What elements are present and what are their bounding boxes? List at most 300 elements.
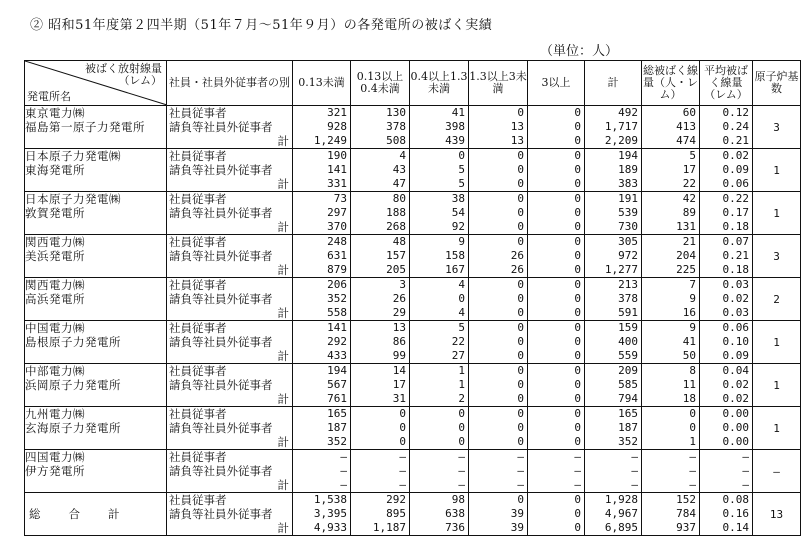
table-value: 194 — [327, 364, 347, 377]
table-value: 0 — [574, 278, 581, 291]
table-value: 0.21 — [722, 134, 749, 147]
table-value: 187 — [618, 421, 638, 434]
value-cell-sum — [642, 493, 700, 536]
table-value: 0.04 — [722, 364, 749, 377]
category-label: 社員従事者 — [169, 493, 227, 507]
table-value: 0.06 — [722, 177, 749, 190]
value-cell-b4 — [469, 364, 528, 407]
category-label: 計 — [277, 349, 289, 363]
table-value: 0 — [574, 392, 581, 405]
category-cell — [167, 493, 293, 536]
table-value: 5 — [458, 163, 465, 176]
table-value: 42 — [682, 192, 696, 205]
table-value: 0.18 — [722, 220, 749, 233]
table-value: 41 — [682, 335, 696, 348]
table-value: 0.06 — [722, 321, 749, 334]
value-cell-total — [585, 321, 642, 364]
table-value: 4 — [458, 306, 465, 319]
table-value: — — [742, 464, 749, 477]
reactor-count-cell: 1 — [753, 364, 801, 407]
table-value: 92 — [451, 220, 465, 233]
table-value: 1,187 — [372, 521, 406, 534]
table-value: 225 — [676, 263, 696, 276]
table-value: 0 — [574, 493, 581, 506]
category-label: 請負等社員外従事者 — [169, 507, 273, 521]
table-value: 0 — [574, 206, 581, 219]
table-value: 0 — [517, 220, 524, 233]
table-value: 0 — [574, 507, 581, 520]
table-value: 39 — [510, 521, 524, 534]
category-label: 計 — [277, 478, 289, 492]
value-cell-total — [585, 364, 642, 407]
table-value: 1,928 — [604, 493, 638, 506]
table-value: — — [340, 478, 347, 491]
table-value: 0.24 — [722, 120, 749, 133]
table-value: 0.02 — [722, 149, 749, 162]
table-value: 5 — [458, 321, 465, 334]
table-value: 99 — [392, 349, 406, 362]
table-value: 0 — [458, 435, 465, 448]
station-name-line: 関西電力㈱ — [25, 235, 85, 249]
value-cell-avg — [700, 321, 753, 364]
table-value: 48 — [392, 235, 406, 248]
table-value: 439 — [445, 134, 465, 147]
table-value: 937 — [676, 521, 696, 534]
table-value: — — [631, 478, 638, 491]
table-value: 0 — [574, 521, 581, 534]
table-value: 567 — [327, 378, 347, 391]
value-cell-b3 — [410, 278, 469, 321]
table-value: 0.17 — [722, 206, 749, 219]
value-cell-b1 — [293, 149, 351, 192]
category-cell — [167, 407, 293, 450]
table-row — [25, 450, 801, 493]
value-cell-b2 — [351, 493, 410, 536]
value-cell-b1 — [293, 192, 351, 235]
table-value: 0 — [689, 407, 696, 420]
table-value: 0 — [574, 421, 581, 434]
table-value: 17 — [392, 378, 406, 391]
value-cell-b1 — [293, 493, 351, 536]
table-value: 165 — [618, 407, 638, 420]
table-value: 0 — [574, 378, 581, 391]
value-cell-b5 — [528, 235, 585, 278]
station-name-cell — [25, 192, 167, 235]
table-value: 0 — [574, 120, 581, 133]
value-cell-b3 — [410, 321, 469, 364]
table-value: 141 — [327, 163, 347, 176]
value-cell-b2 — [351, 407, 410, 450]
value-cell-avg — [700, 450, 753, 493]
table-value: 0 — [458, 421, 465, 434]
category-cell — [167, 192, 293, 235]
value-cell-b4 — [469, 493, 528, 536]
table-value: 0 — [517, 292, 524, 305]
value-cell-b2 — [351, 235, 410, 278]
table-value: — — [689, 464, 696, 477]
table-value: 0 — [689, 421, 696, 434]
table-value: 159 — [618, 321, 638, 334]
table-value: 0 — [517, 278, 524, 291]
value-cell-b3 — [410, 149, 469, 192]
table-value: 27 — [451, 349, 465, 362]
table-value: 638 — [445, 507, 465, 520]
value-cell-b1 — [293, 364, 351, 407]
table-value: 0 — [574, 134, 581, 147]
category-cell — [167, 278, 293, 321]
station-name-line: 伊方発電所 — [25, 464, 85, 478]
table-value: 206 — [327, 278, 347, 291]
table-value: 0 — [574, 163, 581, 176]
unit-label: （単位：人） — [540, 44, 619, 59]
table-value: 190 — [327, 149, 347, 162]
reactor-count-cell: 1 — [753, 192, 801, 235]
value-cell-b1 — [293, 450, 351, 493]
value-cell-sum — [642, 450, 700, 493]
category-label: 社員従事者 — [169, 106, 227, 120]
table-value: 4 — [458, 278, 465, 291]
table-value: 928 — [327, 120, 347, 133]
station-name-cell — [25, 106, 167, 149]
value-cell-b3 — [410, 407, 469, 450]
table-value: 0 — [399, 407, 406, 420]
category-label: 請負等社員外従事者 — [169, 335, 273, 349]
table-value: 730 — [618, 220, 638, 233]
table-value: 4 — [399, 149, 406, 162]
category-cell — [167, 364, 293, 407]
value-cell-sum — [642, 321, 700, 364]
table-value: 0 — [458, 149, 465, 162]
table-value: 631 — [327, 249, 347, 262]
value-cell-sum — [642, 106, 700, 149]
header-total-dose: 総被ばく線量（人・レム） — [642, 61, 700, 106]
table-value: 6,895 — [604, 521, 638, 534]
table-value: 38 — [451, 192, 465, 205]
category-label: 計 — [277, 134, 289, 148]
table-value: 0 — [517, 163, 524, 176]
value-cell-b2 — [351, 192, 410, 235]
value-cell-avg — [700, 192, 753, 235]
table-value: 0 — [517, 392, 524, 405]
table-row — [25, 321, 801, 364]
table-value: — — [742, 450, 749, 463]
value-cell-b4 — [469, 235, 528, 278]
value-cell-b3 — [410, 106, 469, 149]
value-cell-avg — [700, 364, 753, 407]
table-value: 0.22 — [722, 192, 749, 205]
station-name-line: 中国電力㈱ — [25, 321, 85, 335]
table-value: 331 — [327, 177, 347, 190]
table-value: 98 — [451, 493, 465, 506]
category-cell — [167, 106, 293, 149]
table-value: 0 — [574, 177, 581, 190]
table-value: 152 — [676, 493, 696, 506]
table-value: 0 — [574, 321, 581, 334]
table-value: 41 — [451, 106, 465, 119]
station-name-line: 敦賀発電所 — [25, 206, 85, 220]
header-bin-3: 0.4以上1.3未満 — [410, 61, 469, 106]
value-cell-sum — [642, 192, 700, 235]
category-label: 請負等社員外従事者 — [169, 120, 273, 134]
value-cell-b1 — [293, 407, 351, 450]
category-cell — [167, 235, 293, 278]
table-value: 305 — [618, 235, 638, 248]
document-title: ② 昭和51年度第２四半期（51年７月～51年９月）の各発電所の被ばく実績 — [30, 18, 493, 33]
value-cell-b3 — [410, 493, 469, 536]
category-label: 請負等社員外従事者 — [169, 163, 273, 177]
table-value: — — [574, 478, 581, 491]
reactor-count-cell: — — [753, 450, 801, 493]
table-value: 0 — [517, 378, 524, 391]
station-name-line: 島根原子力発電所 — [25, 335, 121, 349]
table-value: — — [458, 450, 465, 463]
table-value: 0.09 — [722, 163, 749, 176]
table-value: 0.12 — [722, 106, 749, 119]
table-row — [25, 407, 801, 450]
header-row — [25, 61, 801, 106]
table-value: 0 — [517, 493, 524, 506]
table-value: 0.09 — [722, 349, 749, 362]
table-value: — — [340, 464, 347, 477]
table-value: 0 — [399, 421, 406, 434]
table-value: 0.02 — [722, 378, 749, 391]
category-label: 計 — [277, 521, 289, 535]
table-row — [25, 493, 801, 536]
value-cell-b5 — [528, 192, 585, 235]
table-value: 0 — [574, 106, 581, 119]
station-name-line: 日本原子力発電㈱ — [25, 192, 121, 206]
table-value: 474 — [676, 134, 696, 147]
station-name-line: 九州電力㈱ — [25, 407, 85, 421]
table-value: 0.21 — [722, 249, 749, 262]
table-value: 5 — [458, 177, 465, 190]
value-cell-b2 — [351, 106, 410, 149]
station-name-line: 玄海原子力発電所 — [25, 421, 121, 435]
table-value: 0 — [458, 407, 465, 420]
table-value: 8 — [689, 364, 696, 377]
table-value: 0 — [517, 349, 524, 362]
category-label: 計 — [277, 435, 289, 449]
header-category: 社員・社員外従事者の別 — [167, 61, 293, 106]
table-value: 130 — [386, 106, 406, 119]
table-value: 0 — [574, 435, 581, 448]
table-value: 0 — [574, 364, 581, 377]
station-name-line: 中部電力㈱ — [25, 364, 85, 378]
table-value: 0.02 — [722, 292, 749, 305]
table-value: 895 — [386, 507, 406, 520]
value-cell-total — [585, 493, 642, 536]
reactor-count-cell: 1 — [753, 149, 801, 192]
table-value: 297 — [327, 206, 347, 219]
table-value: 0 — [517, 206, 524, 219]
table-value: 13 — [510, 120, 524, 133]
table-value: 761 — [327, 392, 347, 405]
table-value: 1 — [458, 378, 465, 391]
table-value: 0.00 — [722, 407, 749, 420]
table-value: 0 — [574, 306, 581, 319]
table-value: 7 — [689, 278, 696, 291]
table-value: 794 — [618, 392, 638, 405]
table-value: — — [631, 464, 638, 477]
table-value: — — [458, 464, 465, 477]
header-bin-2: 0.13以上0.4未満 — [351, 61, 410, 106]
table-value: — — [574, 464, 581, 477]
table-value: 209 — [618, 364, 638, 377]
table-value: 9 — [689, 321, 696, 334]
value-cell-b1 — [293, 106, 351, 149]
table-value: 370 — [327, 220, 347, 233]
table-value: 558 — [327, 306, 347, 319]
table-value: 3,395 — [313, 507, 347, 520]
table-value: 213 — [618, 278, 638, 291]
value-cell-b3 — [410, 235, 469, 278]
table-value: 17 — [682, 163, 696, 176]
table-value: 292 — [386, 493, 406, 506]
table-value: 0.16 — [722, 507, 749, 520]
value-cell-b5 — [528, 321, 585, 364]
table-value: 433 — [327, 349, 347, 362]
value-cell-sum — [642, 364, 700, 407]
table-value: 413 — [676, 120, 696, 133]
table-value: 492 — [618, 106, 638, 119]
value-cell-b2 — [351, 364, 410, 407]
category-label: 計 — [277, 306, 289, 320]
station-name-line: 福島第一原子力発電所 — [25, 120, 145, 134]
table-value: 1,717 — [604, 120, 638, 133]
table-value: 54 — [451, 206, 465, 219]
station-name-cell — [25, 321, 167, 364]
table-value: 204 — [676, 249, 696, 262]
table-value: 0.08 — [722, 493, 749, 506]
table-value: 4,933 — [313, 521, 347, 534]
table-value: 0 — [574, 192, 581, 205]
table-value: 43 — [392, 163, 406, 176]
station-name-line: 浜岡原子力発電所 — [25, 378, 121, 392]
table-value: 4,967 — [604, 507, 638, 520]
table-value: 0 — [574, 220, 581, 233]
table-value: 47 — [392, 177, 406, 190]
table-value: 0.14 — [722, 521, 749, 534]
category-cell — [167, 149, 293, 192]
table-value: 378 — [386, 120, 406, 133]
category-label: 計 — [277, 177, 289, 191]
table-value: — — [631, 450, 638, 463]
table-value: 0.03 — [722, 306, 749, 319]
station-name-cell — [25, 149, 167, 192]
table-value: 9 — [458, 235, 465, 248]
table-value: 591 — [618, 306, 638, 319]
table-value: 189 — [618, 163, 638, 176]
table-value: 0 — [517, 364, 524, 377]
table-value: — — [399, 478, 406, 491]
table-value: 321 — [327, 106, 347, 119]
table-value: 0 — [517, 149, 524, 162]
value-cell-b4 — [469, 407, 528, 450]
station-name-cell — [25, 493, 167, 536]
table-value: 50 — [682, 349, 696, 362]
station-name-line: 東海発電所 — [25, 163, 85, 177]
value-cell-avg — [700, 278, 753, 321]
category-label: 請負等社員外従事者 — [169, 206, 273, 220]
value-cell-b5 — [528, 149, 585, 192]
value-cell-sum — [642, 235, 700, 278]
table-value: 16 — [682, 306, 696, 319]
table-value: 165 — [327, 407, 347, 420]
table-value: 1 — [458, 364, 465, 377]
table-value: 0 — [517, 321, 524, 334]
table-value: 0 — [574, 235, 581, 248]
table-value: 26 — [392, 292, 406, 305]
station-name-line: 関西電力㈱ — [25, 278, 85, 292]
table-value: 0 — [517, 421, 524, 434]
reactor-count-cell: 3 — [753, 106, 801, 149]
table-value: 736 — [445, 521, 465, 534]
table-value: 1 — [689, 435, 696, 448]
category-label: 社員従事者 — [169, 278, 227, 292]
table-value: 31 — [392, 392, 406, 405]
table-value: 191 — [618, 192, 638, 205]
table-value: 508 — [386, 134, 406, 147]
table-value: 157 — [386, 249, 406, 262]
value-cell-avg — [700, 493, 753, 536]
table-value: 18 — [682, 392, 696, 405]
table-value: 0 — [574, 335, 581, 348]
table-value: 13 — [510, 134, 524, 147]
table-value: 352 — [327, 292, 347, 305]
table-value: 22 — [451, 335, 465, 348]
value-cell-avg — [700, 407, 753, 450]
value-cell-b3 — [410, 450, 469, 493]
value-cell-b5 — [528, 364, 585, 407]
table-value: 268 — [386, 220, 406, 233]
table-value: 292 — [327, 335, 347, 348]
category-label: 社員従事者 — [169, 149, 227, 163]
table-value: 0 — [574, 407, 581, 420]
table-value: 9 — [689, 292, 696, 305]
reactor-count-cell: 2 — [753, 278, 801, 321]
value-cell-b5 — [528, 407, 585, 450]
station-name-cell — [25, 278, 167, 321]
category-label: 社員従事者 — [169, 364, 227, 378]
header-station-label: 発電所名 — [27, 90, 71, 103]
category-label: 請負等社員外従事者 — [169, 292, 273, 306]
table-value: 0 — [574, 292, 581, 305]
station-name-cell — [25, 235, 167, 278]
category-label: 請負等社員外従事者 — [169, 249, 273, 263]
table-row — [25, 149, 801, 192]
table-value: 398 — [445, 120, 465, 133]
table-value: 0.03 — [722, 278, 749, 291]
value-cell-b4 — [469, 106, 528, 149]
value-cell-b5 — [528, 493, 585, 536]
table-value: 26 — [510, 263, 524, 276]
category-label: 請負等社員外従事者 — [169, 464, 273, 478]
table-value: — — [458, 478, 465, 491]
header-bin-1: 0.13未満 — [293, 61, 351, 106]
value-cell-b5 — [528, 106, 585, 149]
header-average-dose: 平均被ばく線量（レム） — [700, 61, 753, 106]
table-value: 5 — [689, 149, 696, 162]
table-value: 0 — [517, 177, 524, 190]
table-row — [25, 364, 801, 407]
exposure-table — [24, 60, 801, 536]
table-value: 26 — [510, 249, 524, 262]
table-value: 188 — [386, 206, 406, 219]
category-label: 計 — [277, 392, 289, 406]
table-value: 80 — [392, 192, 406, 205]
table-value: 0 — [517, 407, 524, 420]
table-body — [25, 106, 801, 536]
